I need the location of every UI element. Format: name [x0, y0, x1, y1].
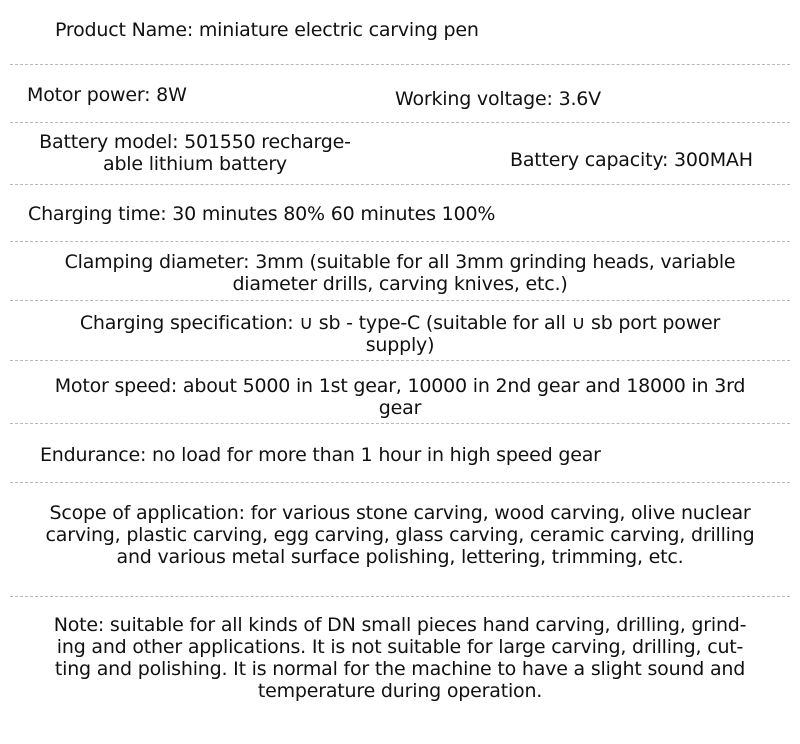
motor-power: Motor power: 8W — [27, 84, 187, 106]
scope-line-2: carving, plastic carving, egg carving, glass carving, ceramic carving, drilling — [45, 524, 755, 546]
scope-line-1: Scope of application: for various stone carving, wood carving, olive nuclear — [49, 502, 751, 524]
battery-model-line-1: Battery model: 501550 recharge- — [39, 131, 351, 153]
clamping-diameter-line-1: Clamping diameter: 3mm (suitable for all 3mm grinding heads, variable — [64, 251, 736, 273]
divider — [10, 423, 790, 424]
note-line-2: ing and other applications. It is not suitable for large carving, drilling, cut- — [56, 636, 744, 658]
divider — [10, 360, 790, 361]
charging-specification — [0, 312, 800, 356]
battery-model-line-2: able lithium battery — [103, 153, 287, 175]
motor-speed-line-1: Motor speed: about 5000 in 1st gear, 10000 in 2nd gear and 18000 in 3rd — [54, 375, 746, 397]
note — [0, 614, 800, 702]
battery-model — [10, 131, 380, 175]
endurance: Endurance: no load for more than 1 hour in high speed gear — [40, 444, 601, 466]
charging-specification-line-1: Charging specification: ∪ sb - type-C (suitable for all ∪ sb port power — [79, 312, 721, 334]
product-name: Product Name: miniature electric carving pen — [55, 19, 479, 41]
scope-of-application — [0, 502, 800, 568]
note-line-3: ting and polishing. It is normal for the machine to have a slight sound and — [54, 658, 746, 680]
charging-time: Charging time: 30 minutes 80% 60 minutes 100% — [28, 203, 496, 225]
motor-speed-line-2: gear — [378, 397, 422, 419]
working-voltage: Working voltage: 3.6V — [395, 88, 601, 110]
divider — [10, 300, 790, 301]
clamping-diameter-line-2: diameter drills, carving knives, etc.) — [232, 273, 568, 295]
clamping-diameter — [0, 251, 800, 295]
divider — [10, 122, 790, 123]
divider — [10, 64, 790, 65]
motor-speed — [0, 375, 800, 419]
charging-specification-line-2: supply) — [365, 334, 435, 356]
divider — [10, 241, 790, 242]
divider — [10, 482, 790, 483]
scope-line-3: and various metal surface polishing, lettering, trimming, etc. — [116, 546, 684, 568]
battery-capacity: Battery capacity: 300MAH — [510, 149, 753, 171]
divider — [10, 184, 790, 185]
note-line-4: temperature during operation. — [257, 680, 543, 702]
note-line-1: Note: suitable for all kinds of DN small pieces hand carving, drilling, grind- — [53, 614, 747, 636]
divider — [10, 596, 790, 597]
